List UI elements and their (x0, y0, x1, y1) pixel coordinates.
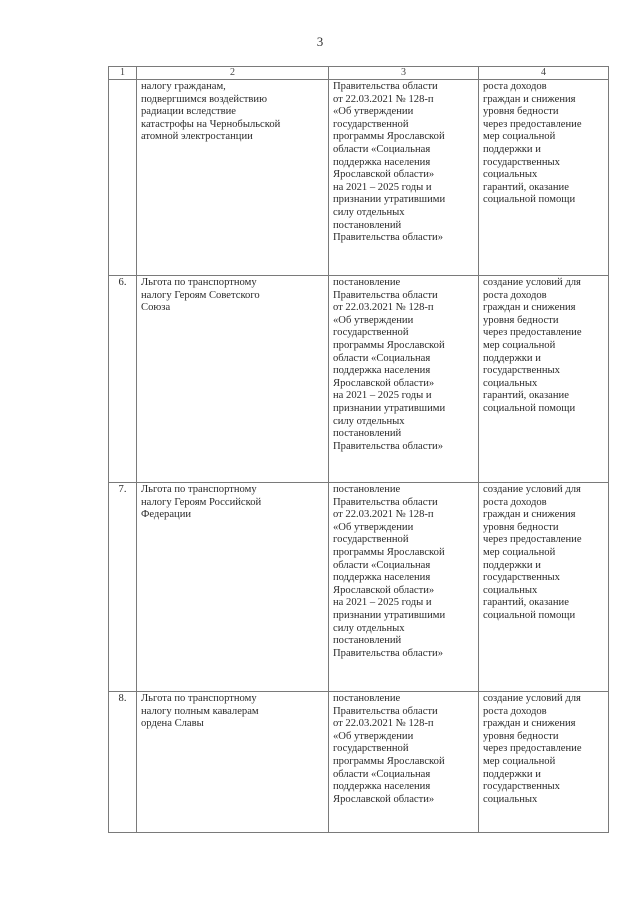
goal-text-line: уровня бедности (483, 521, 559, 533)
basis-text-line: Правительства области (333, 705, 438, 717)
basis-text-line: на 2021 – 2025 годы и (333, 597, 432, 609)
row-goal-cell (479, 692, 609, 833)
goal-text-line: создание условий для (483, 277, 581, 288)
basis-text-line: поддержка населения (333, 572, 431, 584)
basis-text-line: Ярославской области» (333, 377, 435, 389)
basis-text-line: Правительства области (333, 289, 438, 301)
basis-text-line: признании утратившими (333, 402, 446, 414)
goal-text-line: поддержки и (483, 352, 541, 364)
row-basis-cell (329, 80, 479, 276)
row-basis-cell (329, 276, 479, 483)
goal-text-line: создание условий для (483, 484, 581, 495)
basis-text-line: «Об утверждении (333, 106, 414, 118)
name-text-line: Льгота по транспортному (141, 277, 257, 288)
basis-text-line: поддержка населения (333, 781, 431, 793)
row-name-cell (137, 483, 329, 692)
basis-text-line: программы Ярославской (333, 339, 445, 351)
row-name-cell (137, 80, 329, 276)
goal-text-line: гарантий, оказание (483, 181, 569, 193)
basis-text-line: Правительства области» (333, 440, 444, 452)
table-row (109, 692, 609, 833)
name-text-line: налогу полным кавалерам (141, 705, 259, 717)
goal-text-line: государственных (483, 365, 560, 377)
goal-text-line: роста доходов (483, 289, 547, 301)
goal-text-line: создание условий для (483, 693, 581, 704)
goal-text-line: роста доходов (483, 81, 547, 92)
goal-text-line: уровня бедности (483, 106, 559, 118)
basis-text-line: поддержка населения (333, 156, 431, 168)
basis-text-line: области «Социальная (333, 352, 431, 364)
basis-text-line: от 22.03.2021 № 128-п (333, 509, 434, 521)
basis-text-line: постановлений (333, 428, 402, 440)
basis-text-line: на 2021 – 2025 годы и (333, 181, 432, 193)
row-number-cell: 7. (109, 483, 137, 692)
basis-text-line: программы Ярославской (333, 755, 445, 767)
name-text-line: налогу гражданам, (141, 81, 226, 92)
basis-text-line: программы Ярославской (333, 546, 445, 558)
page-number: 3 (316, 34, 324, 49)
goal-text-line: гарантий, оказание (483, 390, 569, 402)
basis-text-line: области «Социальная (333, 143, 431, 155)
name-text-line: радиации вследствие (141, 106, 237, 118)
goal-text-line: мер социальной (483, 546, 556, 558)
basis-text-line: Правительства области (333, 81, 438, 92)
basis-text-line: на 2021 – 2025 годы и (333, 390, 432, 402)
basis-text-line: Ярославской области» (333, 169, 435, 181)
goal-text-line: мер социальной (483, 131, 556, 143)
basis-text-line: постановление (333, 693, 401, 704)
goal-text-line: уровня бедности (483, 730, 559, 742)
goal-text-line: через предоставление (483, 327, 582, 339)
name-text-line: Льгота по транспортному (141, 693, 257, 704)
row-name-cell (137, 276, 329, 483)
row-goal-cell (479, 483, 609, 692)
basis-text-line: области «Социальная (333, 559, 431, 571)
row-number-cell: 8. (109, 692, 137, 833)
goal-text-line: социальных (483, 584, 538, 596)
table-row (109, 80, 609, 276)
goal-text-line: уровня бедности (483, 314, 559, 326)
basis-text-line: Правительства области» (333, 232, 444, 244)
name-text-line: налогу Героям Российской (141, 496, 262, 508)
goal-text-line: через предоставление (483, 118, 582, 130)
goal-text-line: мер социальной (483, 755, 556, 767)
column-header-1: 1 (109, 67, 137, 80)
goal-text-line: поддержки и (483, 559, 541, 571)
basis-text-line: «Об утверждении (333, 730, 414, 742)
name-text-line: Союза (141, 302, 171, 314)
goal-text-line: граждан и снижения (483, 509, 576, 521)
basis-text-line: от 22.03.2021 № 128-п (333, 93, 434, 105)
basis-text-line: поддержка населения (333, 365, 431, 377)
basis-text-line: Ярославской области» (333, 793, 435, 805)
column-header-4: 4 (479, 67, 609, 80)
goal-text-line: социальной помощи (483, 194, 576, 206)
goal-text-line: государственных (483, 781, 560, 793)
basis-text-line: государственной (333, 327, 409, 339)
row-basis-cell (329, 692, 479, 833)
goal-text-line: поддержки и (483, 768, 541, 780)
goal-text-line: государственных (483, 156, 560, 168)
basis-text-line: постановление (333, 484, 401, 495)
row-number-cell: 6. (109, 276, 137, 483)
basis-text-line: от 22.03.2021 № 128-п (333, 718, 434, 730)
basis-text-line: государственной (333, 118, 409, 130)
name-text-line: Льгота по транспортному (141, 484, 257, 495)
basis-text-line: Ярославской области» (333, 584, 435, 596)
basis-text-line: силу отдельных (333, 622, 405, 634)
goal-text-line: роста доходов (483, 496, 547, 508)
basis-text-line: силу отдельных (333, 415, 405, 427)
column-header-3: 3 (329, 67, 479, 80)
basis-text-line: государственной (333, 534, 409, 546)
goal-text-line: гарантий, оказание (483, 597, 569, 609)
basis-text-line: области «Социальная (333, 768, 431, 780)
goal-text-line: мер социальной (483, 339, 556, 351)
goal-text-line: граждан и снижения (483, 93, 576, 105)
basis-text-line: «Об утверждении (333, 521, 414, 533)
goal-text-line: социальных (483, 793, 538, 805)
name-text-line: атомной электростанции (141, 131, 253, 143)
goal-text-line: социальной помощи (483, 402, 576, 414)
goal-text-line: социальной помощи (483, 609, 576, 621)
goal-text-line: граждан и снижения (483, 302, 576, 314)
goal-text-line: поддержки и (483, 143, 541, 155)
row-goal-cell (479, 80, 609, 276)
basis-text-line: силу отдельных (333, 206, 405, 218)
basis-text-line: постановлений (333, 635, 402, 647)
goal-text-line: через предоставление (483, 534, 582, 546)
basis-text-line: от 22.03.2021 № 128-п (333, 302, 434, 314)
goal-text-line: социальных (483, 377, 538, 389)
basis-text-line: Правительства области» (333, 647, 444, 659)
column-header-2: 2 (137, 67, 329, 80)
row-basis-cell (329, 483, 479, 692)
row-number-cell (109, 80, 137, 276)
row-goal-cell (479, 276, 609, 483)
basis-text-line: государственной (333, 743, 409, 755)
goal-text-line: роста доходов (483, 705, 547, 717)
basis-text-line: постановление (333, 277, 401, 288)
name-text-line: ордена Славы (141, 718, 204, 730)
basis-text-line: признании утратившими (333, 609, 446, 621)
basis-text-line: Правительства области (333, 496, 438, 508)
table-row (109, 276, 609, 483)
name-text-line: налогу Героям Советского (141, 289, 260, 301)
name-text-line: катастрофы на Чернобыльской (141, 118, 281, 130)
table-header-row (109, 67, 609, 80)
basis-text-line: «Об утверждении (333, 314, 414, 326)
goal-text-line: социальных (483, 169, 538, 181)
basis-text-line: программы Ярославской (333, 131, 445, 143)
goal-text-line: через предоставление (483, 743, 582, 755)
benefits-table (108, 66, 609, 833)
row-name-cell (137, 692, 329, 833)
basis-text-line: признании утратившими (333, 194, 446, 206)
table-row (109, 483, 609, 692)
basis-text-line: постановлений (333, 219, 402, 231)
goal-text-line: граждан и снижения (483, 718, 576, 730)
name-text-line: Федерации (141, 509, 192, 521)
name-text-line: подвергшимся воздействию (141, 93, 267, 105)
goal-text-line: государственных (483, 572, 560, 584)
